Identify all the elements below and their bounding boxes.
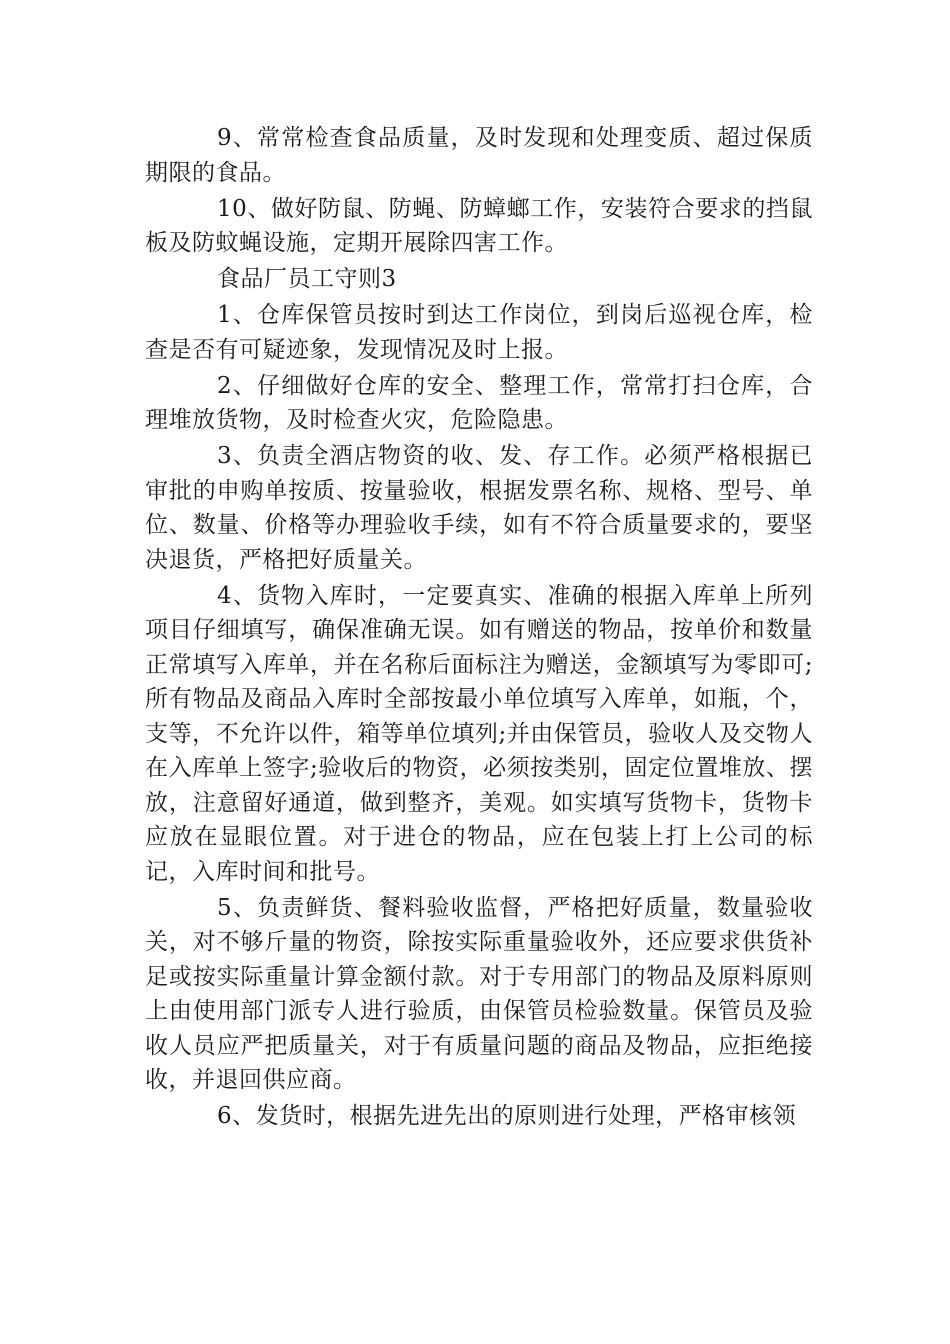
paragraph-item-4: 4、货物入库时，一定要真实、准确的根据入库单上所列项目仔细填写，确保准确无误。如有赠送的物品，按单价和数量正常填写入库单，并在名称后面标注为赠送，金额填写为零即可;所有物品及商品入库时全部按最小单位填写入库单，如瓶，个，支等，不允许以件，箱等单位填列;并由保管员，验收人及交物人在入库单上签字;验收后的物资，必须按类别，固定位置堆放、摆放，注意留好通道，做到整齐，美观。如实填写货物卡，货物卡应放在显眼位置。对于进仓的物品，应在包装上打上公司的标记，入库时间和批号。 bbox=[145, 582, 813, 885]
paragraph-item-6: 6、发货时，根据先进先出的原则进行处理，严格审核领 bbox=[217, 1103, 797, 1129]
section-heading: 食品厂员工守则3 bbox=[217, 266, 397, 292]
paragraph-item-5: 5、负责鲜货、餐料验收监督，严格把好质量，数量验收关，对不够斤量的物资，除按实际重量验收外，还应要求供货补足或按实际重量计算金额付款。对于专用部门的物品及原料原则上由使用部门派专人进行验质，由保管员检验数量。保管员及验收人员应严把质量关，对于有质量问题的商品及物品，应拒绝接收，并退回供应商。 bbox=[145, 894, 813, 1093]
paragraph-item-3: 3、负责全酒店物资的收、发、存工作。必须严格根据已审批的申购单按质、按量验收，根据发票名称、规格、型号、单位、数量、价格等办理验收手续，如有不符合质量要求的，要坚决退货，严格把好质量关。 bbox=[145, 443, 813, 573]
paragraph-item-10: 10、做好防鼠、防蝇、防蟑螂工作，安装符合要求的挡鼠板及防蚊蝇设施，定期开展除四害工作。 bbox=[145, 195, 813, 256]
paragraph-item-9: 9、常常检查食品质量，及时发现和处理变质、超过保质期限的食品。 bbox=[145, 125, 813, 186]
paragraph-item-1: 1、仓库保管员按时到达工作岗位，到岗后巡视仓库，检查是否有可疑迹象，发现情况及时上报。 bbox=[145, 302, 813, 363]
paragraph-item-2: 2、仔细做好仓库的安全、整理工作，常常打扫仓库，合理堆放货物，及时检查火灾，危险隐患。 bbox=[145, 372, 813, 433]
document-body bbox=[145, 121, 813, 1135]
